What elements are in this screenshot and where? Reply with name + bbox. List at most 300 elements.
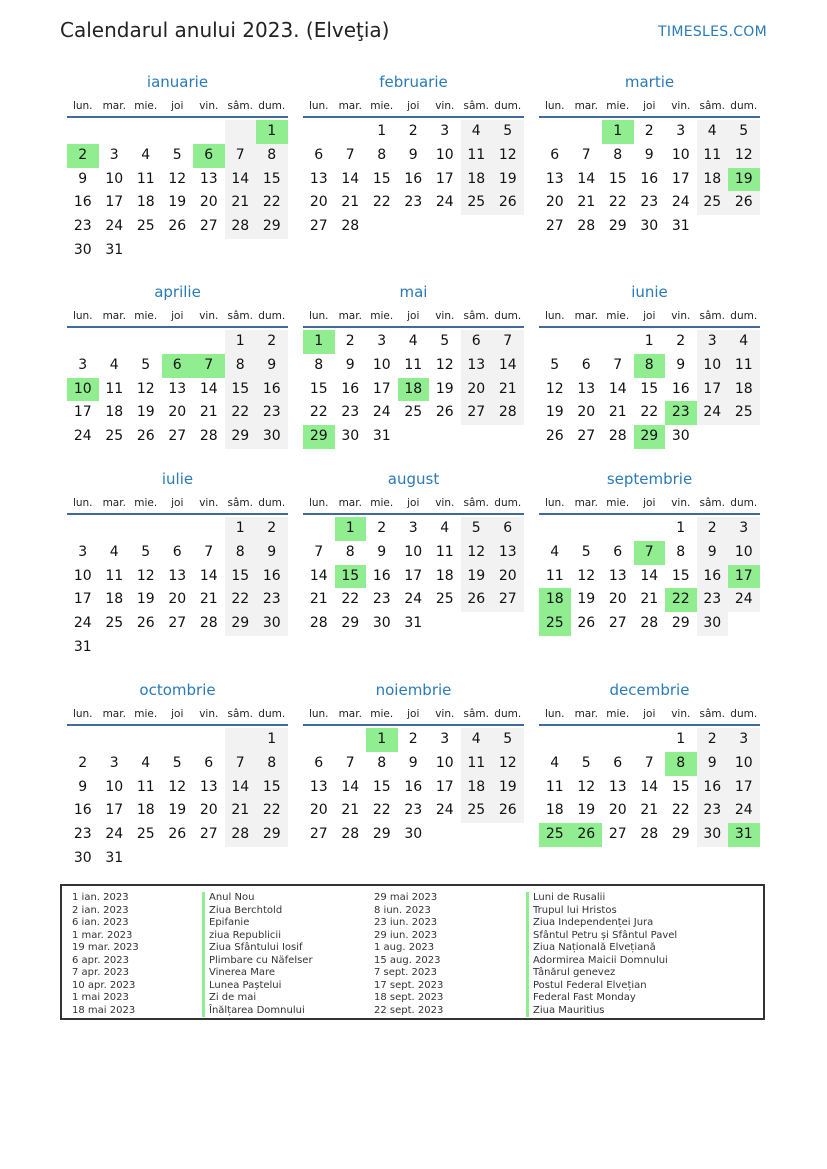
legend-entry: 8 iun. 2023 [374,904,431,916]
weekday-label: mie. [606,100,630,112]
day-cell: 9 [78,778,88,795]
weekday-label: mie. [370,497,394,509]
day-cell: 14 [608,380,627,397]
day-cell: 24 [105,218,124,235]
day-cell: 30 [256,612,288,636]
day-cell: 15 [671,567,690,584]
weekday-label: mie. [370,310,394,322]
day-cell: 2 [256,330,288,354]
day-cell: 31 [105,849,124,866]
day-cell: 27 [608,615,627,632]
day-cell: 1 [377,123,387,139]
day-cell: 4 [461,120,493,144]
day-cell: 24 [404,591,423,608]
day-cell: 23 [73,826,92,843]
day-cell: 26 [577,615,596,632]
month-iulie [67,469,288,660]
weekday-label: mie. [134,310,158,322]
legend-entry: 6 ian. 2023 [72,917,129,928]
day-cell: 14 [640,567,659,584]
day-cell: 28 [341,826,360,843]
day-cell: 27 [608,826,627,843]
day-cell: 5 [440,333,450,349]
day-cell: 27 [199,218,218,235]
legend-entry: Anul Nou [202,892,313,905]
day-cell: 7 [581,146,591,163]
legend-entry: Tânărul genevez [526,967,677,980]
day-cell: 26 [728,191,760,215]
day-cell: 23 [256,588,288,612]
day-cell: 10 [105,170,124,187]
holiday-day-cell: 1 [335,517,367,541]
day-cell: 18 [697,168,729,192]
day-cell: 16 [640,170,659,187]
month-septembrie [539,469,760,636]
day-cell: 16 [404,778,423,795]
day-cell: 19 [435,380,454,397]
weekday-label: vin. [199,497,219,509]
day-cell: 13 [309,778,328,795]
day-cell: 1 [225,517,257,541]
day-cell: 14 [341,170,360,187]
legend-entry: Ziua Mauritius [526,1005,677,1018]
weekday-label: lun. [72,708,93,720]
empty-cell [162,517,194,541]
day-cell: 11 [105,380,124,397]
day-cell: 6 [204,754,214,771]
legend-entry: 19 mar. 2023 [72,942,139,953]
day-cell: 12 [728,144,760,168]
day-cell: 11 [136,778,155,795]
legend-entry: 1 ian. 2023 [72,892,129,903]
weekday-label: dum. [258,310,286,322]
day-cell: 29 [225,425,257,449]
day-cell: 11 [545,567,564,584]
day-cell: 20 [492,565,524,589]
weekday-label: sâm. [463,310,489,322]
day-cell: 6 [550,146,560,163]
day-cell: 26 [168,826,187,843]
day-cell: 28 [309,615,328,632]
weekday-label: dum. [494,708,522,720]
weekday-label: joi [407,708,420,720]
weekday-label: sâm. [699,497,725,509]
day-cell: 31 [73,638,92,655]
day-cell: 21 [225,191,257,215]
day-cell: 28 [577,218,596,235]
day-cell: 23 [697,799,729,823]
day-cell: 16 [341,380,360,397]
day-cell: 6 [314,754,324,771]
day-cell: 6 [613,543,623,560]
weekday-label: sâm. [463,708,489,720]
day-cell: 3 [377,333,387,349]
legend-entry: Trupul lui Hristos [526,905,677,918]
day-cell: 14 [199,380,218,397]
day-cell: 26 [136,428,155,445]
day-cell: 18 [105,404,124,421]
holiday-day-cell: 15 [335,565,367,589]
day-cell: 21 [199,591,218,608]
day-grid [303,330,524,449]
day-cell: 31 [372,428,391,445]
day-cell: 27 [577,428,596,445]
legend-names-col-1 [202,892,313,1017]
holiday-day-cell: 10 [67,378,99,402]
day-cell: 9 [697,752,729,776]
day-cell: 5 [492,120,524,144]
day-cell: 2 [644,123,654,139]
day-cell: 14 [309,567,328,584]
weekday-label: dum. [258,708,286,720]
day-cell: 1 [256,728,288,752]
day-cell: 13 [608,778,627,795]
legend-entry: 18 mai 2023 [72,1004,136,1016]
day-cell: 2 [408,123,418,139]
holiday-day-cell: 29 [634,425,666,449]
day-cell: 21 [341,194,360,211]
day-cell: 24 [697,401,729,425]
day-cell: 6 [492,517,524,541]
day-cell: 17 [435,778,454,795]
day-cell: 6 [461,330,493,354]
holiday-day-cell: 23 [665,401,697,425]
weekday-label: dum. [494,100,522,112]
day-cell: 20 [168,404,187,421]
day-cell: 25 [136,826,155,843]
day-cell: 3 [78,543,88,560]
day-cell: 2 [697,728,729,752]
weekday-label: dum. [258,100,286,112]
day-cell: 20 [168,591,187,608]
empty-cell [67,120,99,144]
day-cell: 28 [341,218,360,235]
day-cell: 13 [577,380,596,397]
day-cell: 16 [73,802,92,819]
month-august [303,469,524,636]
empty-cell [571,120,603,144]
day-cell: 22 [225,588,257,612]
weekday-label: mie. [606,310,630,322]
weekday-label: lun. [72,310,93,322]
legend-entry: 23 iun. 2023 [374,917,438,928]
weekday-label: mar. [338,310,362,322]
legend-entry: Plimbare cu Näfelser [202,955,313,968]
day-cell: 14 [341,778,360,795]
day-cell: 3 [728,728,760,752]
empty-cell [602,330,634,354]
weekday-label: sâm. [699,100,725,112]
day-cell: 29 [608,218,627,235]
day-cell: 17 [671,170,690,187]
legend-names-col-2 [526,892,677,1017]
day-grid [67,120,288,263]
day-cell: 21 [492,378,524,402]
weekday-label: joi [643,497,656,509]
empty-cell [602,728,634,752]
day-cell: 3 [78,356,88,373]
day-cell: 26 [136,615,155,632]
weekday-header [303,704,524,726]
day-cell: 29 [671,615,690,632]
day-cell: 5 [461,517,493,541]
day-cell: 15 [671,778,690,795]
legend-entry: Postul Federal Elvețian [526,980,677,993]
empty-cell [303,517,335,541]
legend-entry: Federal Fast Monday [526,992,677,1005]
day-cell: 1 [676,731,686,747]
day-cell: 11 [461,144,493,168]
weekday-label: vin. [435,497,455,509]
month-name: decembrie [609,681,690,699]
day-cell: 3 [676,123,686,139]
day-cell: 1 [225,330,257,354]
day-cell: 23 [640,194,659,211]
day-cell: 4 [461,728,493,752]
day-grid [303,728,524,847]
day-cell: 30 [640,218,659,235]
day-cell: 20 [545,194,564,211]
month-name: august [387,470,440,488]
day-cell: 27 [168,615,187,632]
day-cell: 27 [492,588,524,612]
day-cell: 5 [492,728,524,752]
day-cell: 4 [550,543,560,560]
day-grid [303,517,524,636]
day-cell: 20 [199,802,218,819]
day-cell: 4 [141,146,151,163]
day-cell: 4 [109,356,119,373]
day-cell: 21 [199,404,218,421]
day-cell: 10 [435,146,454,163]
day-cell: 8 [377,754,387,771]
day-cell: 5 [728,120,760,144]
empty-cell [130,330,162,354]
day-cell: 15 [372,778,391,795]
day-cell: 10 [73,567,92,584]
day-cell: 11 [136,170,155,187]
day-cell: 31 [404,615,423,632]
empty-cell [193,517,225,541]
day-cell: 21 [341,802,360,819]
day-cell: 15 [256,168,288,192]
day-cell: 22 [225,401,257,425]
day-cell: 7 [314,543,324,560]
day-cell: 28 [225,823,257,847]
day-cell: 9 [676,356,686,373]
day-grid [539,728,760,847]
weekday-label: vin. [671,708,691,720]
day-grid [67,728,288,871]
day-cell: 6 [172,543,182,560]
day-cell: 19 [577,591,596,608]
day-cell: 12 [461,541,493,565]
weekday-label: mie. [370,100,394,112]
legend-entry: 1 mai 2023 [72,992,129,1003]
month-mai [303,282,524,449]
day-cell: 5 [550,356,560,373]
day-cell: 19 [545,404,564,421]
day-cell: 22 [256,799,288,823]
day-cell: 1 [644,333,654,349]
day-cell: 25 [461,799,493,823]
weekday-label: sâm. [227,310,253,322]
day-cell: 17 [372,380,391,397]
day-cell: 30 [671,428,690,445]
day-cell: 29 [372,826,391,843]
day-cell: 2 [377,520,387,536]
day-cell: 13 [309,170,328,187]
day-cell: 5 [581,543,591,560]
day-cell: 28 [199,615,218,632]
day-cell: 13 [545,170,564,187]
day-cell: 10 [697,354,729,378]
day-cell: 2 [256,517,288,541]
day-cell: 25 [728,401,760,425]
day-cell: 11 [105,567,124,584]
weekday-label: mie. [606,497,630,509]
empty-cell [539,728,571,752]
day-cell: 7 [644,754,654,771]
weekday-label: joi [171,310,184,322]
day-cell: 29 [225,612,257,636]
weekday-label: sâm. [227,100,253,112]
day-cell: 7 [345,754,355,771]
day-cell: 4 [440,520,450,536]
day-cell: 9 [377,543,387,560]
weekday-label: vin. [671,310,691,322]
day-cell: 21 [640,591,659,608]
day-cell: 18 [728,378,760,402]
weekday-label: mar. [102,497,126,509]
weekday-label: lun. [308,310,329,322]
day-cell: 15 [225,378,257,402]
day-cell: 4 [550,754,560,771]
weekday-label: dum. [494,310,522,322]
legend-dates-col-2 [374,892,443,1017]
page-title: Calendarul anului 2023. (Elveţia) [60,18,390,42]
day-cell: 24 [671,194,690,211]
empty-cell [634,517,666,541]
empty-cell [602,517,634,541]
weekday-header [67,704,288,726]
day-cell: 9 [256,354,288,378]
legend-entry: 17 sept. 2023 [374,979,444,991]
month-name: mai [399,283,428,301]
day-cell: 18 [545,802,564,819]
legend-entry: 10 apr. 2023 [72,979,136,991]
day-cell: 7 [225,144,257,168]
day-cell: 14 [577,170,596,187]
weekday-label: joi [643,100,656,112]
day-cell: 24 [105,826,124,843]
month-octombrie [67,680,288,871]
weekday-label: joi [171,708,184,720]
day-cell: 7 [225,752,257,776]
empty-cell [67,330,99,354]
weekday-header [303,306,524,328]
legend-entry: Lunea Paștelui [202,980,313,993]
day-cell: 19 [136,591,155,608]
weekday-label: dum. [730,497,758,509]
weekday-label: joi [643,708,656,720]
weekday-label: sâm. [227,708,253,720]
day-cell: 17 [404,567,423,584]
day-cell: 18 [461,776,493,800]
day-cell: 18 [136,194,155,211]
weekday-label: mar. [574,100,598,112]
day-cell: 22 [608,194,627,211]
holiday-day-cell: 17 [728,565,760,589]
day-cell: 16 [372,567,391,584]
day-cell: 11 [728,354,760,378]
day-cell: 18 [461,168,493,192]
month-decembrie [539,680,760,847]
legend-entry: 2 ian. 2023 [72,904,129,916]
weekday-label: vin. [435,100,455,112]
day-cell: 21 [640,802,659,819]
day-cell: 5 [172,754,182,771]
day-grid [539,517,760,636]
day-cell: 13 [608,567,627,584]
legend-entry: 29 mai 2023 [374,892,438,903]
holiday-day-cell: 8 [665,752,697,776]
legend-entry: 1 aug. 2023 [374,942,435,953]
day-cell: 21 [225,799,257,823]
weekday-label: lun. [308,497,329,509]
day-cell: 30 [256,425,288,449]
day-cell: 28 [640,615,659,632]
day-cell: 16 [697,565,729,589]
empty-cell [193,120,225,144]
day-cell: 7 [345,146,355,163]
day-cell: 22 [671,802,690,819]
weekday-label: sâm. [227,497,253,509]
day-cell: 25 [136,218,155,235]
day-cell: 3 [440,731,450,747]
month-noiembrie [303,680,524,847]
legend-entry: Luni de Rusalii [526,892,677,905]
legend-entry: Adormirea Maicii Domnului [526,955,677,968]
weekday-label: mar. [574,708,598,720]
day-cell: 14 [225,168,257,192]
weekday-label: mar. [102,310,126,322]
holiday-day-cell: 18 [539,588,571,612]
weekday-label: lun. [72,497,93,509]
day-cell: 24 [435,194,454,211]
day-cell: 14 [492,354,524,378]
day-cell: 14 [199,567,218,584]
weekday-label: mie. [134,497,158,509]
day-cell: 29 [256,823,288,847]
empty-cell [303,120,335,144]
weekday-label: lun. [308,100,329,112]
day-cell: 22 [372,802,391,819]
weekday-label: dum. [730,310,758,322]
day-cell: 19 [492,776,524,800]
day-cell: 19 [492,168,524,192]
day-cell: 28 [492,401,524,425]
day-cell: 11 [545,778,564,795]
day-cell: 9 [644,146,654,163]
day-cell: 9 [697,541,729,565]
empty-cell [99,330,131,354]
brand-link[interactable]: TIMESLES.COM [658,24,767,40]
weekday-header [539,306,760,328]
weekday-label: mar. [102,100,126,112]
day-cell: 17 [728,776,760,800]
day-cell: 5 [141,543,151,560]
